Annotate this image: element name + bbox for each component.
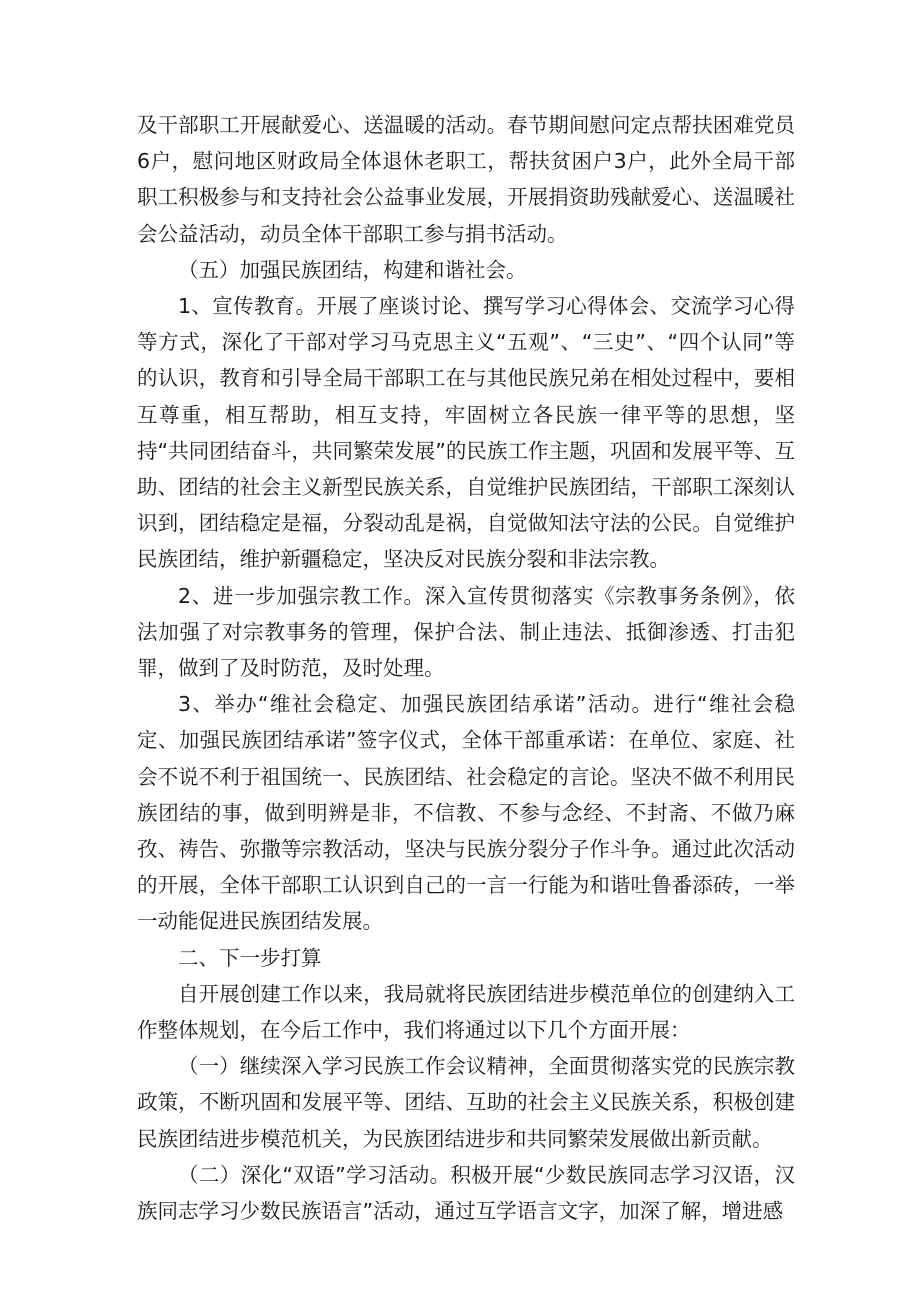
- paragraph-plan-item-one: （一）继续深入学习民族工作会议精神，全面贯彻落实党的民族宗教政策，不断巩固和发展平等、团结、互助的社会主义民族关系，积极创建民族团结进步模范机关，为民族团结进步和共同繁荣发展做出新贡献。: [137, 1054, 795, 1151]
- paragraph-next-steps-intro: 自开展创建工作以来，我局就将民族团结进步模范单位的创建纳入工作整体规划，在今后工作中，我们将通过以下几个方面开展：: [137, 981, 795, 1043]
- section-heading-ethnic-unity: （五）加强民族团结，构建和谐社会。: [178, 257, 527, 282]
- paragraph-commitment-activity: 3、举办“维社会稳定、加强民族团结承诺”活动。进行“维社会稳定、加强民族团结承诺”签字仪式，全体干部重承诺：在单位、家庭、社会不说不利于祖国统一、民族团结、社会稳定的言论。坚决不做不利用民族团结的事，做到明辨是非，不信教、不参与念经、不封斋、不做乃麻孜、祷告、弥撒等宗教活动，坚决与民族分裂分子作斗争。通过此次活动的开展，全体干部职工认识到自己的一言一行能为和谐吐鲁番添砖，一举一动能促进民族团结发展。: [137, 692, 795, 934]
- paragraph-activities-continuation: 及干部职工开展献爱心、送温暖的活动。春节期间慰问定点帮扶困难党员6户，慰问地区财政局全体退休老职工，帮扶贫困户3户，此外全局干部职工积极参与和支持社会公益事业发展，开展捐资助残献爱心、送温暖社会公益活动，动员全体干部职工参与捐书活动。: [137, 113, 795, 246]
- paragraph-religious-work: 2、进一步加强宗教工作。深入宣传贯彻落实《宗教事务条例》，依法加强了对宗教事务的管理，保护合法、制止违法、抵御渗透、打击犯罪，做到了及时防范，及时处理。: [137, 583, 795, 681]
- document-body: [137, 107, 795, 1229]
- paragraph-plan-item-two: （二）深化“双语”学习活动。积极开展“少数民族同志学习汉语，汉族同志学习少数民族语言”活动，通过互学语言文字，加深了解，增进感: [137, 1162, 795, 1224]
- paragraph-publicity-education: 1、宣传教育。开展了座谈讨论、撰写学习心得体会、交流学习心得等方式，深化了干部对学习马克思主义“五观”、“三史”、“四个认同”等的认识，教育和引导全局干部职工在与其他民族兄弟在相处过程中，要相互尊重，相互帮助，相互支持，牢固树立各民族一律平等的思想，坚持“共同团结奋斗，共同繁荣发展”的民族工作主题，巩固和发展平等、互助、团结的社会主义新型民族关系，自觉维护民族团结，干部职工深刻认识到，团结稳定是福，分裂动乱是祸，自觉做知法守法的公民。自觉维护民族团结，维护新疆稳定，坚决反对民族分裂和非法宗教。: [137, 294, 795, 572]
- section-heading-next-steps: 二、下一步打算: [178, 945, 322, 970]
